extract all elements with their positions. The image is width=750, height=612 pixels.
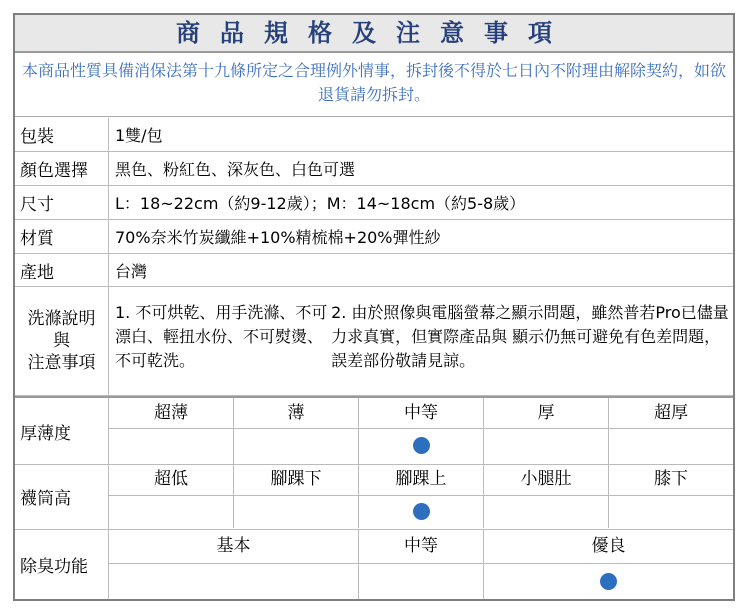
height-option: 膝下 bbox=[609, 463, 733, 496]
height-label: 襪筒高 bbox=[15, 463, 109, 529]
page-title: 商品規格及注意事項 bbox=[15, 15, 733, 53]
height-mark-cell bbox=[109, 496, 234, 528]
care-label-line: 洗滌說明 bbox=[27, 309, 96, 329]
thickness-mark-cell bbox=[359, 429, 484, 463]
thickness-option: 薄 bbox=[234, 398, 359, 429]
thickness-mark-cell bbox=[609, 429, 733, 463]
height-option: 腳踝下 bbox=[234, 463, 359, 496]
spec-value: 1雙/包 bbox=[115, 126, 163, 145]
height-mark-cell bbox=[359, 496, 484, 528]
height-mark-cell bbox=[484, 496, 609, 528]
thickness-mark-cell bbox=[109, 429, 234, 463]
thickness-option: 中等 bbox=[359, 398, 484, 429]
spec-value: 台灣 bbox=[115, 261, 148, 281]
deodor-option: 中等 bbox=[359, 530, 484, 564]
deodor-mark-cell bbox=[359, 564, 484, 599]
height-option: 腳踝上 bbox=[359, 463, 484, 496]
spec-value: 70%奈米竹炭纖維+10%精梳棉+20%彈性紗 bbox=[115, 228, 441, 247]
deodor-block bbox=[15, 530, 733, 599]
spec-row-material bbox=[15, 220, 733, 254]
selected-dot bbox=[413, 437, 430, 454]
care-text-1: 1. 不可烘乾、用手洗滌、不可漂白、輕扭水份、不可熨燙、不可乾洗。 bbox=[115, 303, 328, 370]
spec-row-origin bbox=[15, 254, 733, 287]
deodor-mark-cell bbox=[109, 564, 359, 599]
thickness-option: 超厚 bbox=[609, 398, 733, 429]
deodor-option: 優良 bbox=[484, 530, 733, 564]
spec-row-size bbox=[15, 186, 733, 220]
thickness-mark-cell bbox=[234, 429, 359, 463]
return-notice: 本商品性質具備消保法第十九條所定之合理例外情事，拆封後不得於七日內不附理由解除契約，如欲退貨請勿拆封。 bbox=[15, 53, 733, 117]
care-label bbox=[15, 287, 109, 395]
care-label-line: 與 bbox=[53, 331, 70, 351]
spec-label: 包裝 bbox=[15, 118, 109, 151]
thickness-block bbox=[15, 396, 733, 465]
deodor-option: 基本 bbox=[109, 530, 359, 564]
thickness-option: 厚 bbox=[484, 398, 609, 429]
height-option: 超低 bbox=[109, 463, 234, 496]
height-mark-cell bbox=[609, 496, 733, 528]
spec-label: 尺寸 bbox=[15, 186, 109, 219]
spec-label: 顏色選擇 bbox=[15, 152, 109, 185]
selected-dot bbox=[413, 503, 430, 520]
deodor-label: 除臭功能 bbox=[15, 530, 109, 599]
height-option: 小腿肚 bbox=[484, 463, 609, 496]
thickness-option: 超薄 bbox=[109, 398, 234, 429]
spec-value: L：18~22cm（約9-12歲）；M：14~18cm（約5-8歲） bbox=[115, 194, 526, 213]
spec-label: 材質 bbox=[15, 220, 109, 253]
spec-row-color bbox=[15, 152, 733, 186]
care-label-line: 注意事項 bbox=[27, 353, 96, 373]
care-text bbox=[109, 287, 733, 395]
height-mark-cell bbox=[234, 496, 359, 528]
spec-sheet bbox=[13, 13, 735, 601]
care-text-2: 2. 由於照像與電腦螢幕之顯示問題，雖然普若Pro已儘量力求真實，但實際產品與 顯示仍無可避免有色差問題，誤差部份敬請見諒。 bbox=[331, 303, 729, 370]
thickness-mark-cell bbox=[484, 429, 609, 463]
spec-label: 產地 bbox=[15, 254, 109, 286]
care-row bbox=[15, 287, 733, 396]
spec-value: 黑色、粉紅色、深灰色、白色可選 bbox=[115, 160, 356, 179]
selected-dot bbox=[600, 573, 617, 590]
deodor-mark-cell bbox=[484, 564, 733, 599]
spec-row-package bbox=[15, 118, 733, 152]
thickness-label: 厚薄度 bbox=[15, 398, 109, 464]
height-block bbox=[15, 463, 733, 530]
